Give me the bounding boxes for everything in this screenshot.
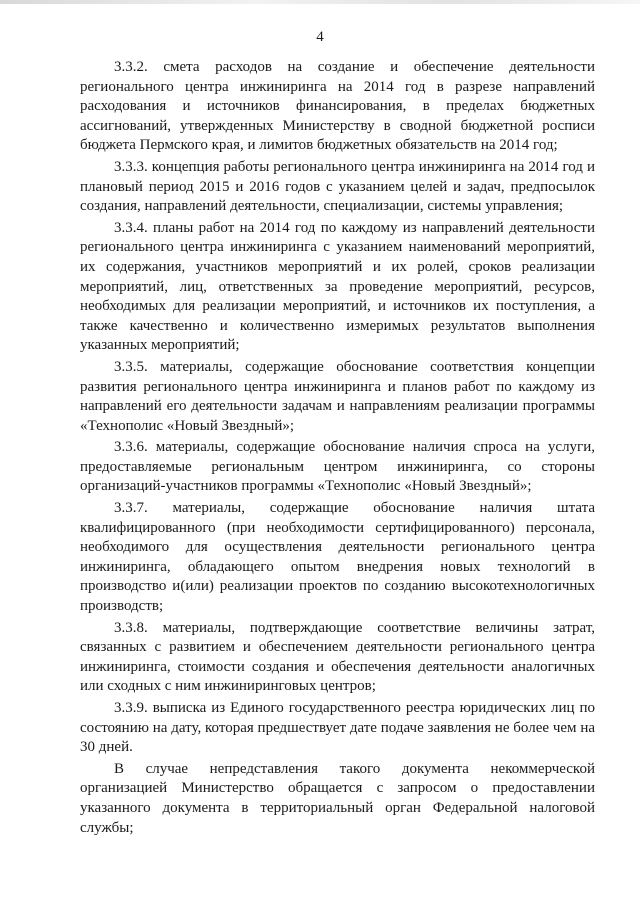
paragraph-3-3-2: 3.3.2. смета расходов на создание и обеспечение деятельности регионального центра инжиниринга на 2014 год в разрезе направлений расходования и источников финансирования, в пределах бюджетных ассигнований, утвержденных Министерству в сводной бюджетной росписи бюджета Пермского края, и лимитов бюджетных обязательств на 2014 год; [80,59,595,154]
paragraph-3-3-5: 3.3.5. материалы, содержащие обоснование соответствия концепции развития регионального центра инжиниринга и планов работ по каждому из направлений его деятельности задачам и направлениям реализации программы «Технополис «Новый Звездный»; [80,358,595,434]
document-body [80,58,595,840]
paragraph-3-3-6: 3.3.6. материалы, содержащие обоснование наличия спроса на услуги, предоставляемые региональным центром инжиниринга, со стороны организаций-участников программы «Технополис «Новый Звездный»; [80,439,595,495]
page-number: 4 [316,29,324,45]
paragraph-3-3-9: 3.3.9. выписка из Единого государственного реестра юридических лиц по состоянию на дату, которая предшествует дате подаче заявления не более чем на 30 дней. [80,700,595,756]
paragraph-3-3-3: 3.3.3. концепция работы регионального центра инжиниринга на 2014 год и плановый период 2015 и 2016 годов с указанием целей и задач, предпосылок создания, направлений деятельности, специализации, системы управления; [80,158,595,215]
paragraph-3-3-4: 3.3.4. планы работ на 2014 год по каждому из направлений деятельности регионального центра инжиниринга с указанием наименований мероприятий, их содержания, участников мероприятий и их ролей, сроков реализации мероприятий, лиц, ответственных за проведение мероприятий, ресурсов, необходимых для реализации мероприятий, и источников их поступления, а также качественно и количественно измеримых результатов выполнения указанных мероприятий; [80,219,595,354]
paragraph-3-3-7: 3.3.7. материалы, содержащие обоснование наличия штата квалифицированного (при необходимости сертифицированного) персонала, необходимого для осуществления деятельности регионального центра инжиниринга, обладающего опытом внедрения новых технологий в производство и(или) реализации проектов по созданию высокотехнологичных производств; [80,500,595,615]
paragraph-nonsubmission-case: В случае непредставления такого документа некоммерческой организацией Министерство обращается с запросом о предоставлении указанного документа в территориальный орган Федеральной налоговой службы; [80,760,595,836]
scan-top-edge [0,0,640,4]
paragraph-3-3-8: 3.3.8. материалы, подтверждающие соответствие величины затрат, связанных с развитием и обеспечением деятельности регионального центра инжиниринга, стоимости создания и обеспечения деятельности аналогичных или сходных с ним инжиниринговых центров; [80,619,595,695]
